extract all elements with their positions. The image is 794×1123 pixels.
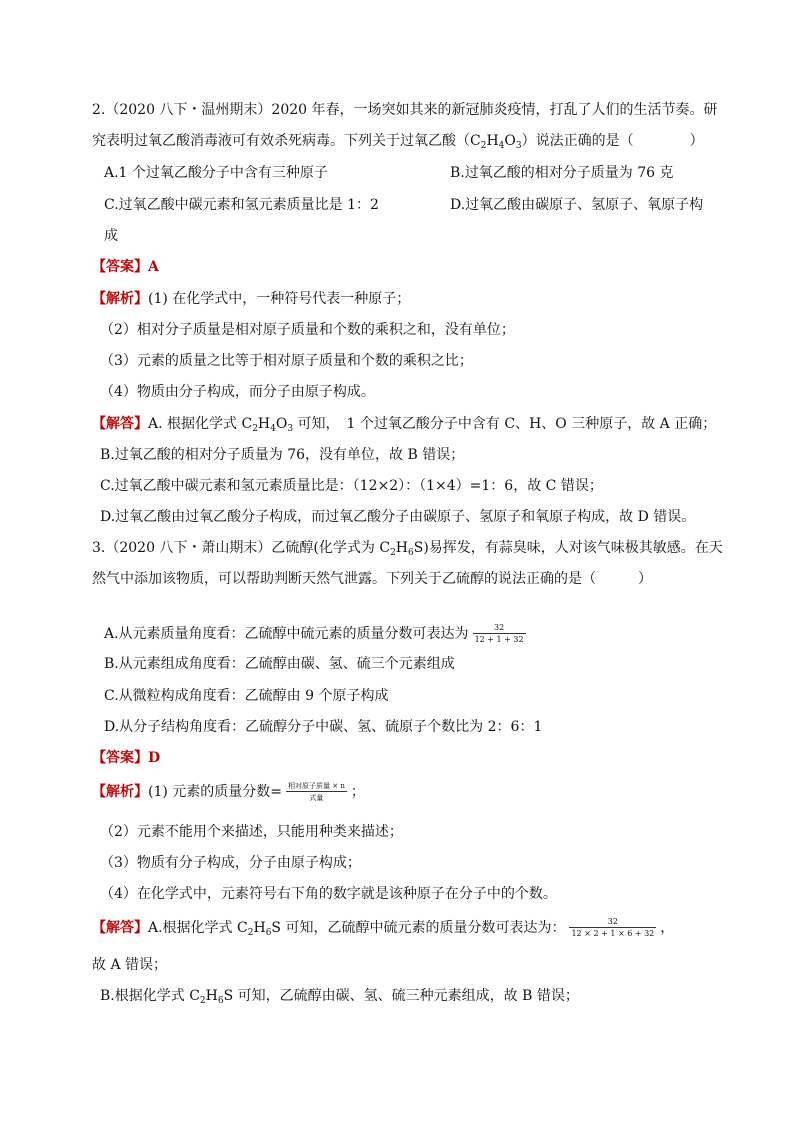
fraction-denominator: 12 + 1 + 32 <box>474 635 524 644</box>
q3-option-a <box>104 620 530 648</box>
solution-tag: 【解答】 <box>92 920 148 936</box>
analysis-tag: 【解析】 <box>92 784 148 800</box>
subscript: 6 <box>408 548 414 558</box>
q3-solution-1-continued: 故 A 错误； <box>92 957 168 973</box>
analysis-text: (1) 元素的质量分数= <box>148 784 283 800</box>
q2-analysis-2: （2）相对分子质量是相对原子质量和个数的乘积之和，没有单位； <box>100 322 515 338</box>
q3-analysis-4: （4）在化学式中，元素符号右下角的数字就是该种原子在分子中的个数。 <box>100 886 557 902</box>
q3-solution-1 <box>92 914 674 947</box>
answer-tag: 【答案】 <box>92 259 148 275</box>
formula-part: O <box>275 416 288 432</box>
subscript: 6 <box>265 928 272 938</box>
q2-option-a: A.1 个过氧乙酸分子中含有三种原子 <box>104 165 328 181</box>
q3-analysis-3: （3）物质有分子构成，分子由原子构成； <box>100 855 361 871</box>
subscript: 2 <box>247 928 254 938</box>
q3-stem-line-1 <box>92 538 723 563</box>
solution-text-end: ， <box>660 920 675 936</box>
q3-analysis-1 <box>92 778 365 806</box>
subscript: 2 <box>252 424 258 434</box>
q3-stem-text-end: S)易挥发，有蒜臭味，人对该气味极其敏感。在天 <box>413 540 723 556</box>
formula-part: O <box>504 133 516 149</box>
answer-tag: 【答案】 <box>92 750 148 766</box>
q3-option-d: D.从分子结构角度看：乙硫醇分子中碳、氢、硫原子个数比为 2：6：1 <box>104 719 543 735</box>
q3-solution-2 <box>100 986 579 1011</box>
answer-value: A <box>148 259 159 275</box>
q2-analysis-4: （4）物质由分子构成，而分子由原子构成。 <box>100 384 375 400</box>
q3-stem-text: 3.（2020 八下・萧山期末）乙硫醇(化学式为 C <box>92 540 391 556</box>
subscript: 2 <box>390 548 396 558</box>
q3-stem-line-2: 然气中添加该物质，可以帮助判断天然气泄露。下列关于乙硫醇的说法正确的是（ ） <box>92 571 652 587</box>
q3-option-b: B.从元素组成角度看：乙硫醇由碳、氢、硫三个元素组成 <box>104 656 455 672</box>
fraction-numerator: 32 <box>607 917 618 926</box>
answer-value: D <box>148 750 161 766</box>
q3-answer <box>92 748 160 768</box>
formula-part: H <box>395 540 409 556</box>
formula-part: H <box>253 920 266 936</box>
fraction-denominator: 12 × 2 + 1 × 6 + 32 <box>571 929 655 938</box>
q2-answer <box>92 257 159 277</box>
q2-analysis-1 <box>92 289 410 309</box>
formula-part: H <box>205 988 218 1004</box>
subscript: 2 <box>480 141 487 151</box>
q3-analysis-2: （2）元素不能用个来描述，只能用种类来描述； <box>100 824 403 840</box>
formula-part: H <box>486 133 499 149</box>
subscript: 6 <box>217 996 224 1006</box>
analysis-text-end: ； <box>350 784 365 800</box>
subscript: 4 <box>498 141 505 151</box>
formula-part: H <box>257 416 271 432</box>
fraction-numerator: 相对原子质量 × n <box>288 782 345 790</box>
analysis-text: (1) 在化学式中，一种符号代表一种原子； <box>148 291 411 307</box>
q2-option-c: C.过氧乙酸中碳元素和氢元素质量比是 1：2 <box>104 197 379 213</box>
q2-solution-4: D.过氧乙酸由过氧乙酸分子构成，而过氧乙酸分子由碳原子、氢原子和氧原子构成，故 D 错误。 <box>100 509 696 525</box>
subscript: 3 <box>287 424 294 434</box>
fraction <box>569 917 656 939</box>
q2-option-b: B.过氧乙酸的相对分子质量为 76 克 <box>450 165 674 181</box>
q2-analysis-3: （3）元素的质量之比等于相对原子质量和个数的乘积之比； <box>100 353 473 369</box>
fraction <box>286 781 347 803</box>
subscript: 4 <box>270 424 276 434</box>
q2-option-d-continued: 成 <box>104 228 118 244</box>
analysis-tag: 【解析】 <box>92 291 148 307</box>
solution-text: B.根据化学式 C <box>100 988 200 1004</box>
solution-text: A. 根据化学式 C <box>148 416 253 432</box>
fraction-numerator: 32 <box>493 623 505 632</box>
solution-tag: 【解答】 <box>92 416 148 432</box>
q2-stem-line-1: 2.（2020 八下・温州期末）2020 年春，一场突如其来的新冠肺炎疫情，打乱了人们的生活节奏。研 <box>92 102 718 118</box>
option-text: A.从元素质量角度看：乙硫醇中硫元素的质量分数可表达为 <box>104 626 469 642</box>
q2-stem-text: 究表明过氧乙酸消毒液可有效杀死病毒。下列关于过氧乙酸（C <box>92 133 481 149</box>
q3-option-c: C.从微粒构成角度看：乙硫醇由 9 个原子构成 <box>104 688 389 704</box>
fraction <box>473 623 526 645</box>
solution-text: A.根据化学式 C <box>148 920 248 936</box>
q2-solution-3: C.过氧乙酸中碳元素和氢元素质量比是：（12×2）：（1×4）=1：6，故 C 错误； <box>100 478 603 494</box>
q2-solution-1 <box>92 414 716 439</box>
q2-stem-line-2 <box>92 131 704 156</box>
q2-stem-text-end: ）说法正确的是（ ） <box>521 133 704 149</box>
q2-option-d: D.过氧乙酸由碳原子、氢原子、氧原子构 <box>450 197 704 213</box>
solution-text-mid: S 可知，乙硫醇中硫元素的质量分数可表达为： <box>271 920 566 936</box>
solution-text-end: S 可知，乙硫醇由碳、氢、硫三种元素组成，故 B 错误； <box>223 988 579 1004</box>
subscript: 2 <box>199 996 206 1006</box>
fraction-denominator: 式量 <box>286 791 347 803</box>
solution-text-end: 可知， 1 个过氧乙酸分子中含有 C、H、O 三种原子，故 A 正确； <box>293 416 717 432</box>
q2-solution-2: B.过氧乙酸的相对分子质量为 76，没有单位，故 B 错误； <box>100 447 465 463</box>
subscript: 3 <box>515 141 522 151</box>
